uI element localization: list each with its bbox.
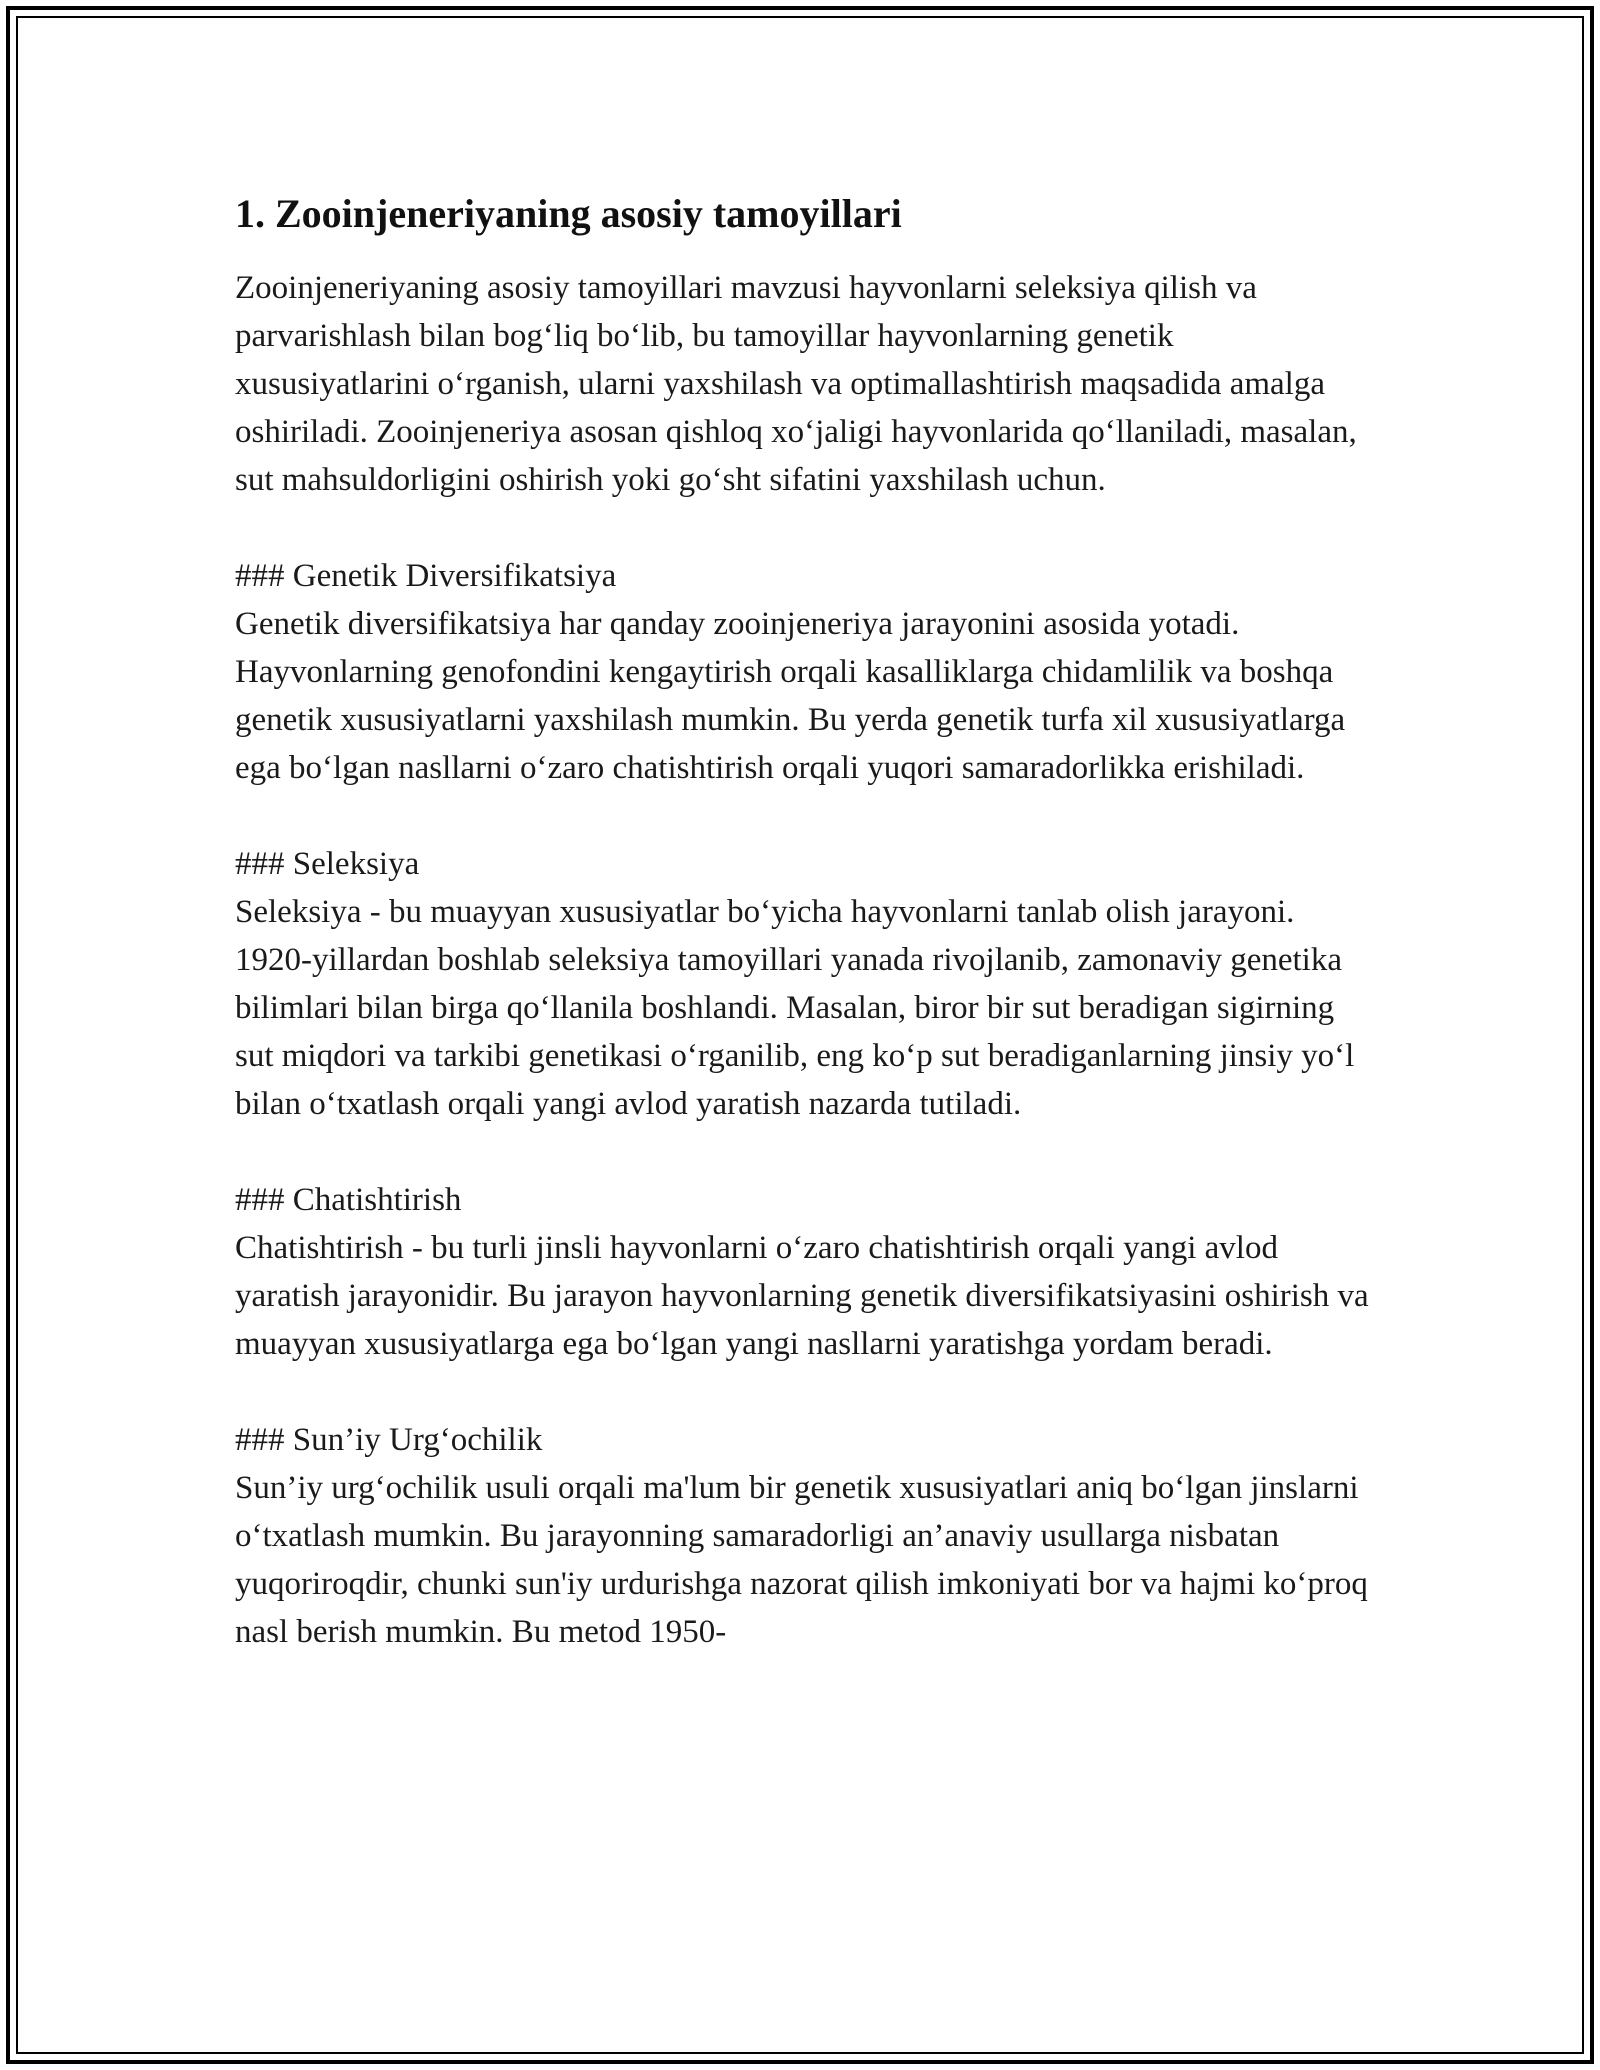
- section-chatishtirish: [235, 1176, 1375, 1368]
- section-paragraph: Sun’iy urg‘ochilik usuli orqali ma'lum bir genetik xususiyatlari aniq bo‘lgan jinslarni o‘txatlash mumkin. Bu jarayonning samaradorligi an’anaviy usullarga nisbatan yuqoriroqdir, chunki sun'iy urdurishga nazorat qilish imkoniyati bor va hajmi ko‘proq nasl berish mumkin. Bu metod 1950-: [235, 1470, 1368, 1650]
- section-heading: ### Genetik Diversifikatsiya: [235, 558, 617, 594]
- section-paragraph: Chatishtirish - bu turli jinsli hayvonlarni o‘zaro chatishtirish orqali yangi avlod yaratish jarayonidir. Bu jarayon hayvonlarning genetik diversifikatsiyasini oshirish va muayyan xususiyatlarga ega bo‘lgan yangi nasllarni yaratishga yordam beradi.: [235, 1230, 1369, 1362]
- section-heading: ### Chatishtirish: [235, 1182, 462, 1218]
- section-seleksiya: [235, 840, 1375, 1128]
- section-paragraph: Genetik diversifikatsiya har qanday zooinjeneriya jarayonini asosida yotadi. Hayvonlarning genofondini kengaytirish orqali kasalliklarga chidamlilik va boshqa genetik xususiyatlarni yaxshilash mumkin. Bu yerda genetik turfa xil xususiyatlarga ega bo‘lgan nasllarni o‘zaro chatishtirish orqali yuqori samaradorlikka erishiladi.: [235, 606, 1346, 786]
- section-genetik-diversifikatsiya: [235, 552, 1375, 792]
- document-body: [235, 188, 1375, 1656]
- section-paragraph: Seleksiya - bu muayyan xususiyatlar bo‘yicha hayvonlarni tanlab olish jarayoni. 1920-yillardan boshlab seleksiya tamoyillari yanada rivojlanib, zamonaviy genetika bilimlari bilan birga qo‘llanila boshlandi. Masalan, biror bir sut beradigan sigirning sut miqdori va tarkibi genetikasi o‘rganilib, eng ko‘p sut beradiganlarning jinsiy yo‘l bilan o‘txatlash orqali yangi avlod yaratish nazarda tutiladi.: [235, 894, 1355, 1122]
- document-title: 1. Zooinjeneriyaning asosiy tamoyillari: [235, 191, 902, 236]
- section-heading: ### Seleksiya: [235, 846, 420, 882]
- section-suniy-urgochilik: [235, 1416, 1375, 1656]
- intro-paragraph: Zooinjeneriyaning asosiy tamoyillari mavzusi hayvonlarni seleksiya qilish va parvarishlash bilan bog‘liq bo‘lib, bu tamoyillar hayvonlarning genetik xususiyatlarini o‘rganish, ularni yaxshilash va optimallashtirish maqsadida amalga oshiriladi. Zooinjeneriya asosan qishloq xo‘jaligi hayvonlarida qo‘llaniladi, masalan, sut mahsuldorligini oshirish yoki go‘sht sifatini yaxshilash uchun.: [235, 270, 1357, 498]
- section-heading: ### Sun’iy Urg‘ochilik: [235, 1422, 543, 1458]
